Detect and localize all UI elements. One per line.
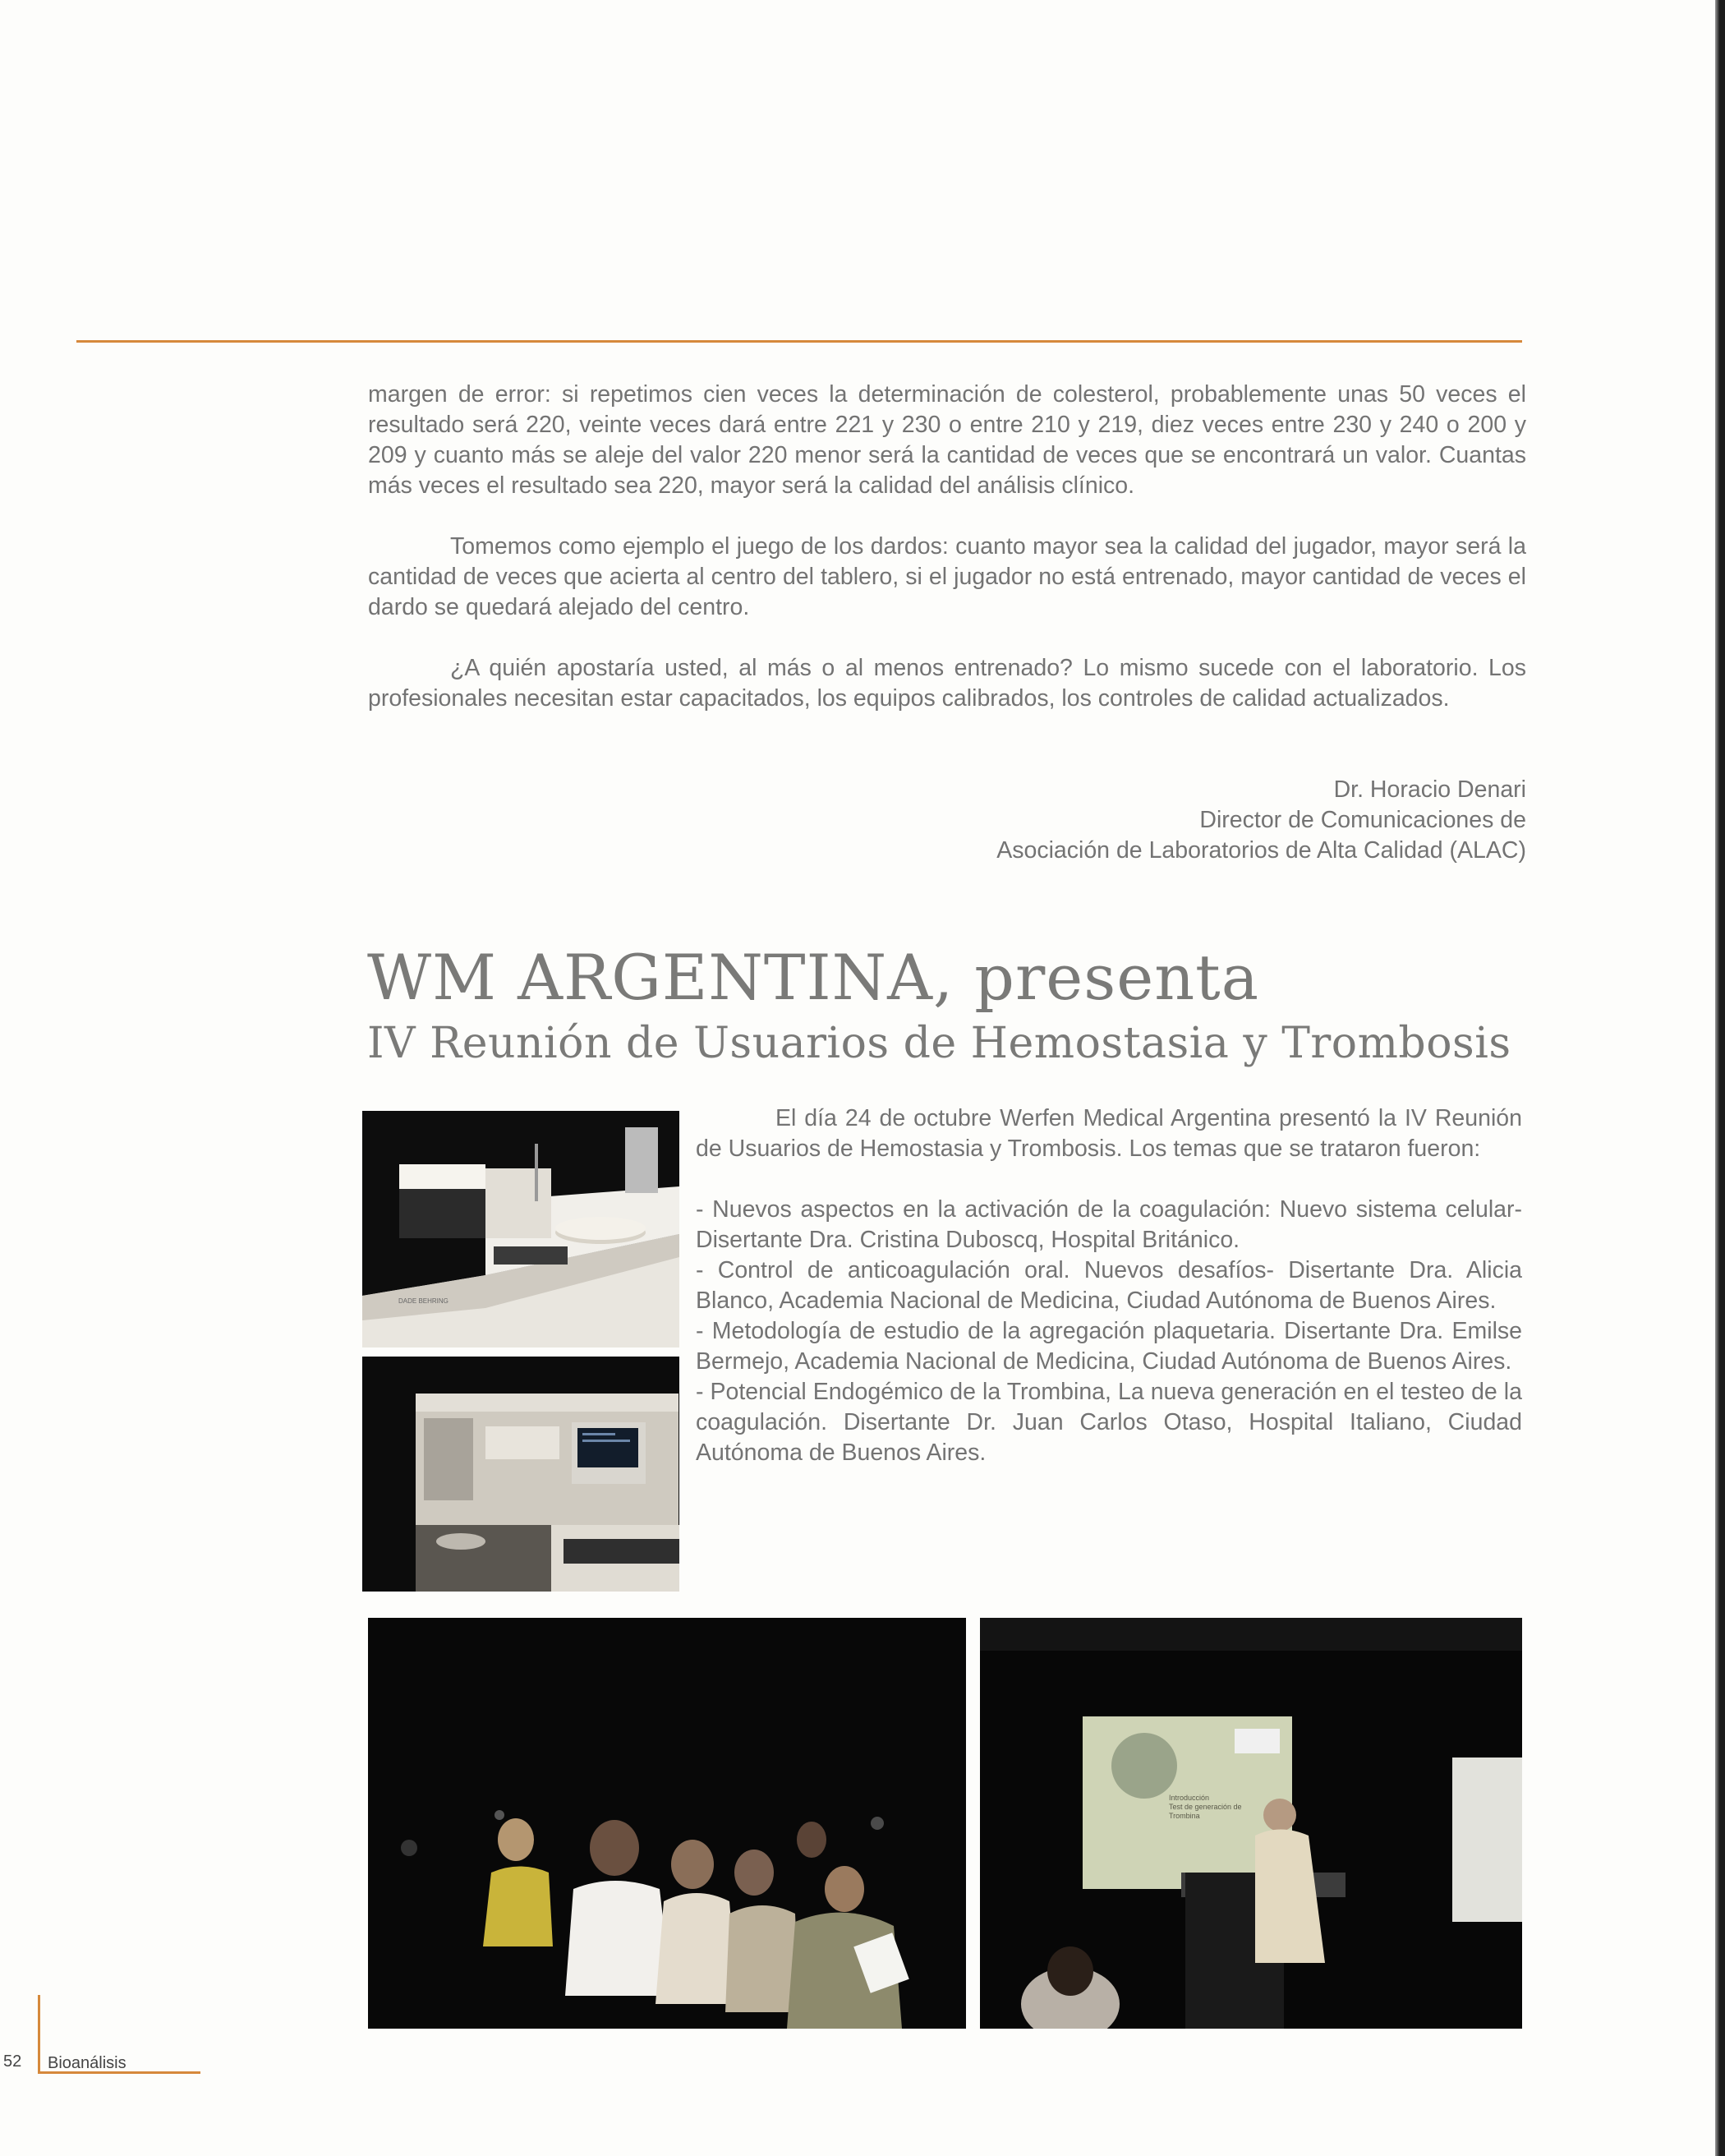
topic-item: - Control de anticoagulación oral. Nuevos desafíos- Disertante Dra. Alicia Blanco, Academia Nacional de Medicina, Ciudad Autónoma de Buenos Aires. [696,1257,1522,1314]
article-title: WM ARGENTINA, presenta [367,941,1260,1014]
article2-intro: El día 24 de octubre Werfen Medical Argentina presentó la IV Reunión de Usuarios de Hemostasia y Trombosis. Los temas que se trataron fueron: [696,1105,1522,1162]
page-edge-shadow [1715,0,1725,2156]
author-organization: Asociación de Laboratorios de Alta Calidad (ALAC) [996,837,1526,864]
topic-item: - Nuevos aspectos en la activación de la coagulación: Nuevo sistema celular- Disertante Dra. Cristina Duboscq, Hospital Británico. [696,1196,1522,1253]
author-signature [996,775,1526,866]
analyzer-photo-2 [362,1357,679,1592]
slide-line: Trombina [1169,1812,1200,1820]
topic-item: - Potencial Endogémico de la Trombina, La nueva generación en el testeo de la coagulación. Disertante Dr. Juan Carlos Otaso, Hospital Italiano, Ciudad Autónoma de Buenos Aires. [696,1379,1522,1466]
footer-vertical-rule [38,1995,40,2074]
slide-line: Test de generación de [1169,1803,1242,1811]
audience-photo [368,1618,966,2029]
article-paragraph-3: ¿A quién apostaría usted, al más o al menos entrenado? Lo mismo sucede con el laboratorio. Los profesionales necesitan estar capacitados, los equipos calibrados, los controles de calidad actualizados. [368,655,1526,712]
analyzer-photo-1 [362,1111,679,1348]
page-number: 52 [3,2052,22,2071]
top-rule [76,340,1522,343]
topic-item: - Metodología de estudio de la agregación plaquetaria. Disertante Dra. Emilse Bermejo, Academia Nacional de Medicina, Ciudad Autónoma de Buenos Aires. [696,1318,1522,1375]
analyzer-brand-label: DADE BEHRING [398,1297,448,1305]
magazine-name: Bioanálisis [48,2054,126,2072]
article2-body [696,1103,1522,1468]
article-subtitle: IV Reunión de Usuarios de Hemostasia y Trombosis [367,1019,1511,1068]
article-paragraph-2: Tomemos como ejemplo el juego de los dardos: cuanto mayor sea la calidad del jugador, mayor será la cantidad de veces que acierta al centro del tablero, si el jugador no está entrenado, mayor cantidad de veces el dardo se quedará alejado del centro. [368,533,1526,620]
speaker-photo [980,1618,1522,2029]
author-role: Director de Comunicaciones de [1199,807,1526,833]
slide-line: Introducción [1169,1794,1210,1802]
author-name: Dr. Horacio Denari [1333,776,1526,803]
article-paragraph-1: margen de error: si repetimos cien veces la determinación de colesterol, probablemente unas 50 veces el resultado será 220, veinte veces dará entre 221 y 230 o entre 210 y 219, diez veces entre 230 y 240 o 200 y 209 y cuanto más se aleje del valor 220 menor será la cantidad de veces que se encontrará un valor. Cuantas más veces el resultado sea 220, mayor será la calidad del análisis clínico. [368,381,1526,499]
